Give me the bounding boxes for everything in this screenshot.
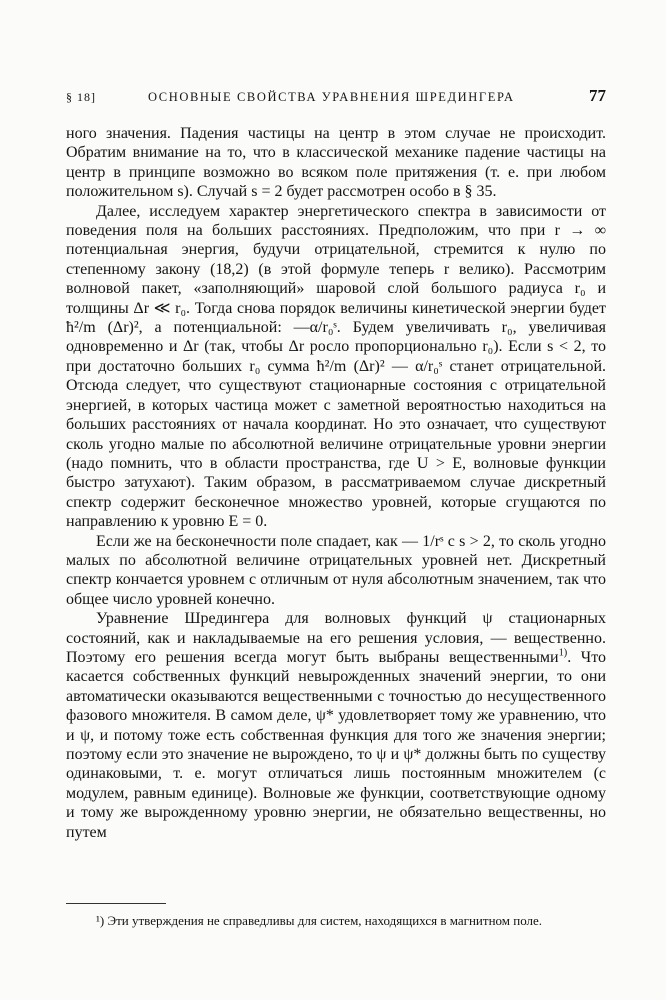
paragraph-decay: Если же на бесконечности поле спадает, как — 1/rˢ с s > 2, то сколь угодно малых по абсолютной величине отрицательных уровней нет. Дискретный спектр кончается уровнем с отличным от нуля абсолютным значением, так что общее число уровней конечно. — [66, 532, 606, 608]
paragraph-text-before-note: Уравнение Шредингера для волновых функций ψ стационарных состояний, как и накладываемые на его решения условия, — вещественно. Поэтому его решения всегда могут быть выбраны вещественными — [66, 610, 606, 666]
footnote-text: Эти утверждения не справедливы для систем, находящихся в магнитном поле. — [107, 913, 543, 928]
page-number: 77 — [589, 86, 606, 105]
footnote-reference: 1) — [558, 647, 568, 659]
section-reference: § 18] — [66, 90, 96, 104]
footnote-divider — [66, 903, 166, 904]
running-title: ОСНОВНЫЕ СВОЙСТВА УРАВНЕНИЯ ШРЕДИНГЕРА — [148, 90, 515, 104]
paragraph-real-functions — [66, 609, 606, 842]
paragraph-continuation: ного значения. Падения частицы на центр в этом случае не происходит. Обратим внимание на то, что в классической механике падение частицы на центр в принципе возможно во всяком поле притяжения (т. е. при любом положительном s). Случай s = 2 будет рассмотрен особо в § 35. — [66, 125, 606, 201]
footnote — [66, 911, 606, 930]
paragraph-spectrum: Далее, исследуем характер энергетического спектра в зависимости от поведения поля на больших расстояниях. Предположим, что при r → ∞ потенциальная энергия, будучи отрицательной, стремится к нулю по степенному закону (18,2) (в этой формуле теперь r велико). Рассмотрим волновой пакет, «заполняющий» шаровой слой большого радиуса r₀ и толщины Δr ≪ r₀. Тогда снова порядок величины кинетической энергии будет ħ²/m (Δr)², а потенциальной: —α/r₀ˢ. Будем увеличивать r₀, увеличивая одновременно и Δr (так, чтобы Δr росло пропорционально r₀). Если s < 2, то при достаточно больших r₀ сумма ħ²/m (Δr)² — α/r₀ˢ станет отрицательной. Отсюда следует, что существуют стационарные состояния с отрицательной энергией, в которых частица может с заметной вероятностью находиться на больших расстояниях от начала координат. Но это означает, что существуют сколь угодно малые по абсолютной величине отрицательные уровни энергии (надо помнить, что в области пространства, где U > E, волновые функции быстро затухают). Таким образом, в рассматриваемом случае дискретный спектр содержит бесконечное множество уровней, которые сгущаются по направлению к уровню E = 0. — [66, 202, 606, 531]
body-text — [66, 124, 606, 842]
running-header — [66, 78, 606, 108]
paragraph-text-after-note: . Что касается собственных функций невырожденных значений энергии, то они автоматически оказываются вещественными с точностью до несущественного фазового множителя. В самом деле, ψ* удовлетворяет тому же уравнению, что и ψ, и потому тоже есть собственная функция для того же значения энергии; поэтому если это значение не вырождено, то ψ и ψ* должны быть по существу одинаковыми, т. е. могут отличаться лишь постоянным множителем (с модулем, равным единице). Волновые же функции, соответствующие одному и тому же вырожденному уровню энергии, не обязательно вещественны, но путем — [66, 648, 606, 841]
footnote-mark: ¹) — [96, 913, 105, 928]
